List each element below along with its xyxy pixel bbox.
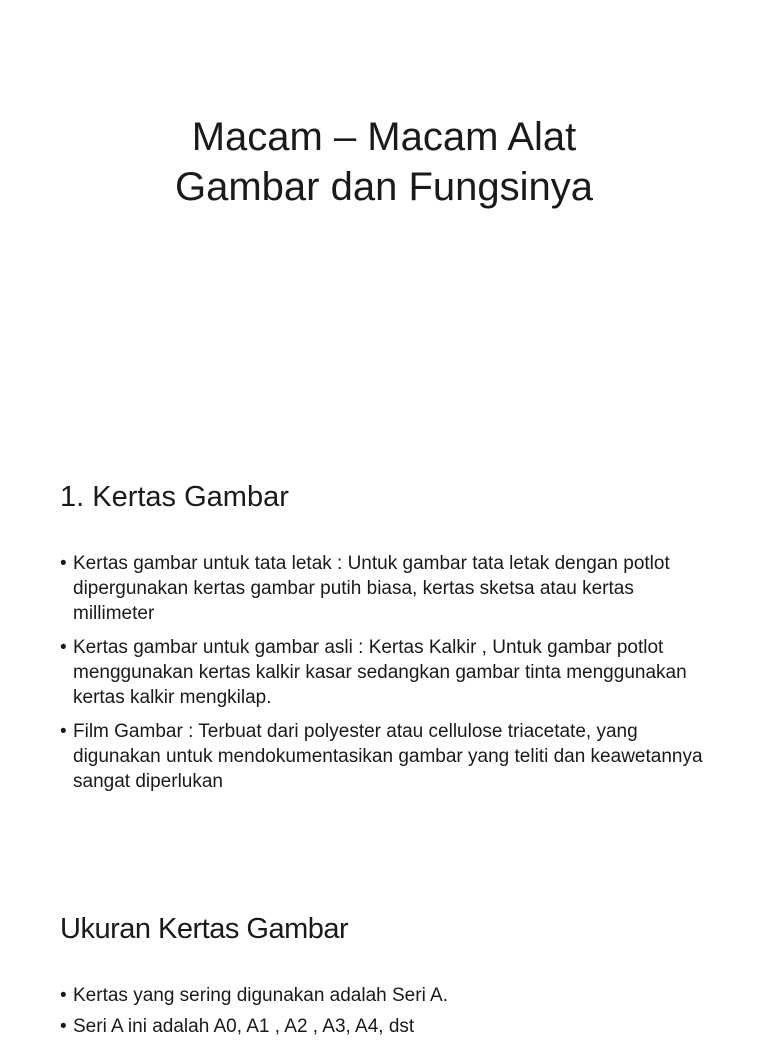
section-heading-ukuran-kertas: Ukuran Kertas Gambar bbox=[60, 913, 349, 945]
bullet-list-ukuran-kertas bbox=[60, 983, 720, 1045]
slide-title-line-2: Gambar dan Fungsinya bbox=[174, 165, 593, 209]
list-item: • Kertas gambar untuk tata letak : Untuk gambar tata letak dengan potlot dipergunakan kertas gambar putih biasa, kertas sketsa atau kertas millimeter bbox=[60, 551, 720, 626]
list-item: • Kertas yang sering digunakan adalah Seri A. bbox=[60, 983, 720, 1008]
list-item: • Film Gambar : Terbuat dari polyester atau cellulose triacetate, yang digunakan untuk mendokumentasikan gambar yang teliti dan keawetannya sangat diperlukan bbox=[60, 719, 720, 794]
section-heading-kertas-gambar: 1. Kertas Gambar bbox=[60, 481, 289, 513]
slide-title-line-1: Macam – Macam Alat bbox=[191, 115, 577, 159]
list-item: • Kertas gambar untuk gambar asli : Kertas Kalkir , Untuk gambar potlot menggunakan kertas kalkir kasar sedangkan gambar tinta menggunakan kertas kalkir mengkilap. bbox=[60, 635, 720, 710]
bullet-list-kertas-gambar bbox=[60, 551, 720, 803]
list-item: • Seri A ini adalah A0, A1 , A2 , A3, A4, dst bbox=[60, 1014, 720, 1039]
slide-title bbox=[0, 112, 768, 212]
